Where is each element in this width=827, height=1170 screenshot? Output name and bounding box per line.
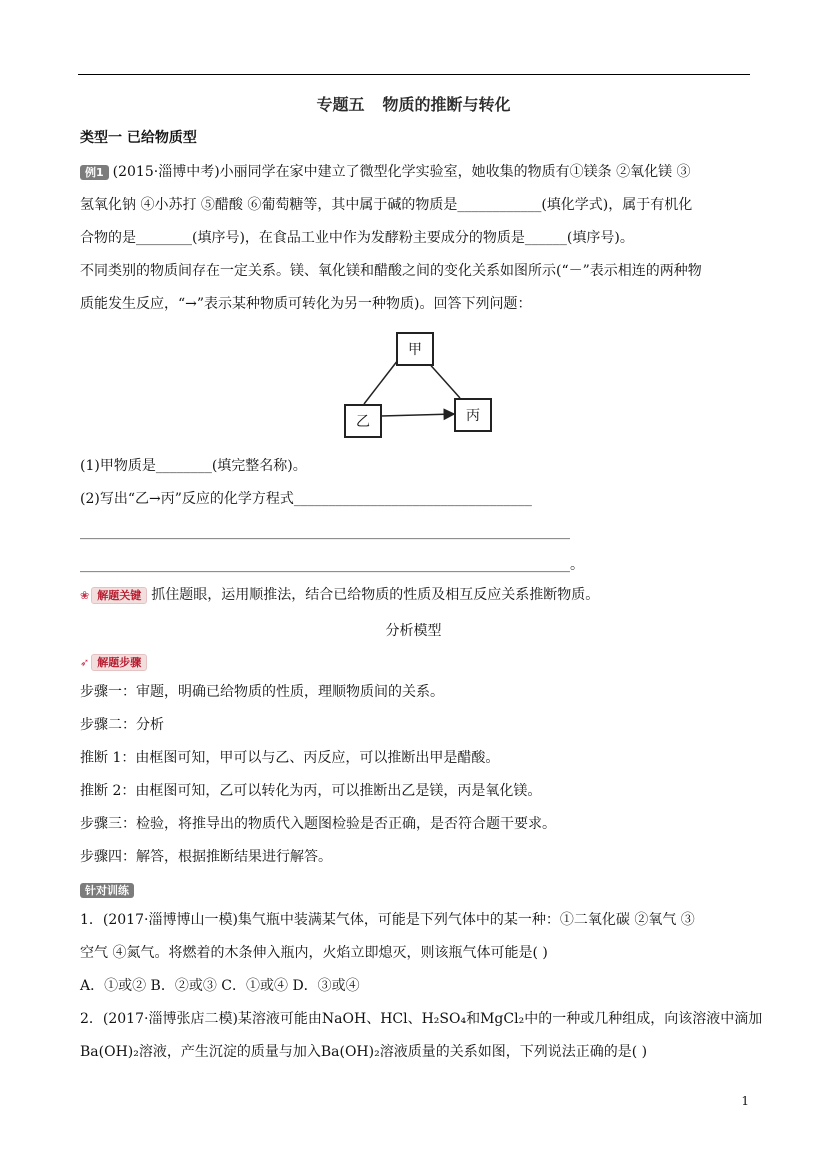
node-left: 乙	[344, 404, 382, 438]
page-number: 1	[741, 1094, 749, 1108]
example-text-1: (2015·淄博中考)小丽同学在家中建立了微型化学实验室，她收集的物质有①镁条 ②氧化镁 ③	[112, 164, 691, 180]
page-title	[0, 92, 827, 115]
steps-badge: 解题步骤	[91, 654, 147, 671]
question-1: (1)甲物质是________(填完整名称)。	[80, 458, 307, 474]
key-line	[80, 585, 599, 606]
steps-heading	[80, 652, 151, 673]
example-line-3: 合物的是________(填序号)，在食品工业中作为发酵粉主要成分的物质是______(填序号)。	[80, 230, 634, 246]
section-heading: 类型一 已给物质型	[80, 130, 197, 146]
relation-diagram	[330, 328, 500, 438]
step-1: 步骤一：审题，明确已给物质的性质，理顺物质间的关系。	[80, 684, 444, 700]
leaf-icon: ➶	[80, 656, 90, 669]
key-badge: 解题关键	[91, 587, 147, 604]
problem-1-options: A．①或② B．②或③ C．①或④ D．③或④	[80, 978, 360, 994]
problem-1-line-2: 空气 ④氮气。将燃着的木条伸入瓶内，火焰立即熄灭，则该瓶气体可能是( )	[80, 945, 548, 961]
problem-2-line-1: 2．(2017·淄博张店二模)某溶液可能由NaOH、HCl、H₂SO₄和MgCl₂中的一种或几种组成，向该溶液中滴加	[80, 1011, 763, 1027]
training-badge: 针对训练	[80, 883, 134, 898]
flower-icon: ❀	[80, 589, 90, 602]
title-topic: 专题五	[316, 95, 365, 114]
example-line-5: 质能发生反应，“→”表示某种物质可转化为另一种物质)。回答下列问题：	[80, 296, 532, 312]
node-right: 丙	[454, 398, 492, 432]
example-line-1	[80, 162, 691, 182]
arrow-left-to-right	[380, 414, 454, 416]
problem-2-line-2: Ba(OH)₂溶液，产生沉淀的质量与加入Ba(OH)₂溶液质量的关系如图，下列说法正确的是( )	[80, 1044, 648, 1060]
question-2: (2)写出“乙→丙”反应的化学方程式__________________________________	[80, 491, 532, 507]
training-heading	[80, 880, 138, 900]
example-line-2: 氢氧化钠 ④小苏打 ⑤醋酸 ⑥葡萄糖等，其中属于碱的物质是____________(填化学式)，属于有机化	[80, 197, 693, 213]
answer-line-3: ______________________________________________________________________。	[80, 557, 584, 573]
example-badge: 例1	[80, 165, 109, 180]
example-line-4: 不同类别的物质间存在一定关系。镁、氧化镁和醋酸之间的变化关系如图所示(“－”表示相连的两种物	[80, 263, 702, 279]
problem-1-line-1: 1．(2017·淄博博山一模)集气瓶中装满某气体，可能是下列气体中的某一种：①二氧化碳 ②氧气 ③	[80, 912, 695, 928]
deduction-1: 推断 1：由框图可知，甲可以与乙、丙反应，可以推断出甲是醋酸。	[80, 750, 500, 766]
node-top: 甲	[396, 332, 434, 366]
analysis-title: 分析模型	[385, 623, 442, 639]
step-3: 步骤三：检验，将推导出的物质代入题图检验是否正确，是否符合题干要求。	[80, 816, 556, 832]
key-text: 抓住题眼，运用顺推法，结合已给物质的性质及相互反应关系推断物质。	[151, 587, 600, 603]
answer-line-2: ______________________________________________________________________	[80, 524, 570, 540]
step-4: 步骤四：解答，根据推断结果进行解答。	[80, 849, 332, 865]
title-subject: 物质的推断与转化	[382, 95, 511, 114]
deduction-2: 推断 2：由框图可知，乙可以转化为丙，可以推断出乙是镁，丙是氧化镁。	[80, 783, 542, 799]
link-top-left	[364, 360, 398, 404]
step-2: 步骤二：分析	[80, 717, 164, 733]
header-rule	[78, 74, 750, 75]
